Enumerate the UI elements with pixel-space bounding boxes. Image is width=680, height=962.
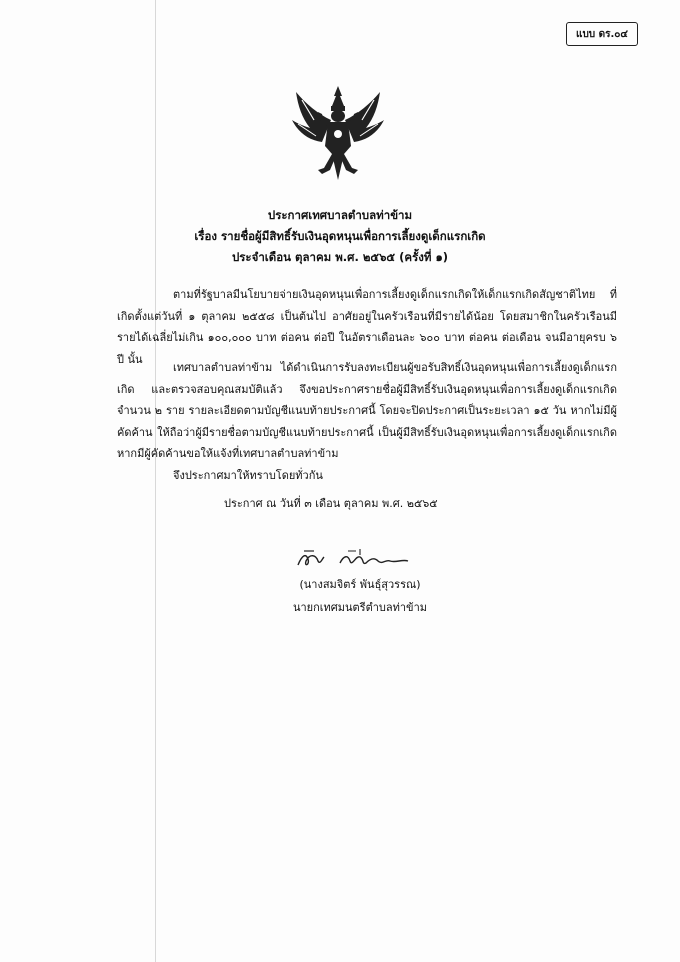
signer-position: นายกเทศมนตรีตำบลท่าข้าม	[292, 601, 428, 614]
announcement-title	[150, 205, 530, 268]
closing-statement: จึงประกาศมาให้ทราบโดยทั่วกัน	[173, 469, 323, 482]
paragraph-policy: ตามที่รัฐบาลมีนโยบายจ่ายเงินอุดหนุนเพื่อการเลี้ยงดูเด็กแรกเกิดให้เด็กแรกเกิดสัญชาติไทย ที่เกิดตั้งแต่วันที่ ๑ ตุลาคม ๒๕๕๘ เป็นต้นไป อาศัยอยู่ในครัวเรือนที่มีรายได้น้อย โดยสมาชิกในครัวเรือนมีรายได้เฉลี่ยไม่เกิน ๑๐๐,๐๐๐ บาท ต่อคน ต่อปี ในอัตราเดือนละ ๖๐๐ บาท ต่อคน ต่อเดือน จนมีอายุครบ ๖ ปี นั้น	[117, 288, 617, 366]
title-line-period: ประจำเดือน ตุลาคม พ.ศ. ๒๕๖๕ (ครั้งที่ ๑)	[231, 250, 449, 264]
scan-fold-line	[155, 0, 156, 962]
signer-name: (นางสมจิตร์ พันธุ์สุวรรณ)	[299, 578, 421, 591]
title-line-issuer: ประกาศเทศบาลตำบลท่าข้าม	[267, 208, 413, 222]
announcement-date: ประกาศ ณ วันที่ ๓ เดือน ตุลาคม พ.ศ. ๒๕๖๕	[224, 497, 438, 510]
paragraph-announcement: เทศบาลตำบลท่าข้าม ได้ดำเนินการรับลงทะเบียนผู้ขอรับสิทธิ์เงินอุดหนุนเพื่อการเลี้ยงดูเด็กแรกเกิด และตรวจสอบคุณสมบัติแล้ว จึงขอประกาศรายชื่อผู้มีสิทธิ์รับเงินอุดหนุนเพื่อการเลี้ยงดูเด็กแรกเกิด จำนวน ๒ ราย รายละเอียดตามบัญชีแนบท้ายประกาศนี้ โดยจะปิดประกาศเป็นระยะเวลา ๑๕ วัน หากไม่มีผู้คัดค้าน ให้ถือว่าผู้มีรายชื่อตามบัญชีแนบท้ายประกาศนี้ เป็นผู้มีสิทธิ์รับเงินอุดหนุนเพื่อการเลี้ยงดูเด็กแรกเกิด หากมีผู้คัดค้านขอให้แจ้งที่เทศบาลตำบลท่าข้าม	[117, 361, 617, 460]
title-line-subject: เรื่อง รายชื่อผู้มีสิทธิ์รับเงินอุดหนุนเพื่อการเลี้ยงดูเด็กแรกเกิด	[194, 229, 486, 243]
handwritten-signature	[290, 545, 440, 575]
garuda-emblem-icon	[288, 84, 388, 184]
form-code-box: แบบ ดร.๐๔	[566, 22, 638, 46]
